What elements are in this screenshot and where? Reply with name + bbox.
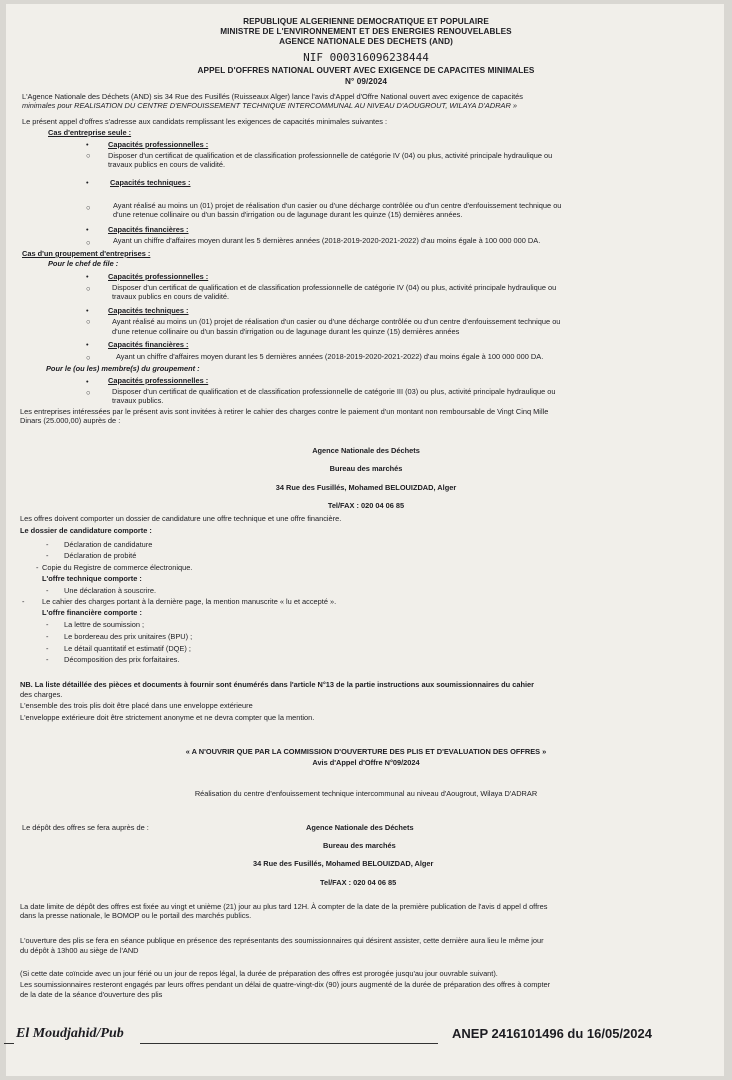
dates-line-7: de la date de la séance d'ouverture des plis (20, 990, 163, 999)
single-cap-pro-1: Disposer d'un certificat de qualification et de classification professionnelle de catégorie IV (04) ou plus, activité principale hydraulique ou (108, 151, 553, 160)
intro-line-3: Le présent appel d'offres s'adresse aux candidats remplissant les exigences de capacités minimales suivantes : (22, 117, 388, 126)
dash-icon: - (22, 597, 25, 606)
header-tender-number: N° 09/2024 (344, 77, 388, 86)
group-m-cap-pro-1: Disposer d'un certificat de qualification et de classification professionnelle de catégorie III (03) ou plus, activité principale hydraulique ou (112, 387, 556, 396)
bullet-icon: • (86, 340, 89, 349)
group-cap-fin-1: Ayant un chiffre d'affaires moyen durant les 5 dernières années (2018-2019-2020-2021-2022) d'au moins égale à 100 000 000 DA. (116, 352, 544, 361)
intro-line-1: L'Agence Nationale des Déchets (AND) sis 34 Rue des Fusillés (Ruisseaux Alger) lance l'avis d'Appel d'Offre National ouvert avec exigence de capacités (22, 92, 523, 101)
single-cap-pro-2: travaux publics en cours de validité. (108, 160, 226, 169)
group-heading: Cas d'un groupement d'entreprises : (22, 249, 151, 258)
offres-tech-heading: L'offre technique comporte : (42, 574, 142, 583)
group-m-cap-pro: Capacités professionnelles : (108, 376, 209, 385)
single-cap-tech: Capacités techniques : (110, 178, 191, 187)
bullet-icon: • (86, 140, 89, 149)
dash-icon: - (46, 620, 49, 629)
mention-line-2: Avis d'Appel d'Offre N°09/2024 (312, 758, 420, 767)
offres-fin-heading: L'offre financière comporte : (42, 608, 142, 617)
header-ministry: MINISTRE DE L'ENVIRONNEMENT ET DES ENERGIES RENOUVELABLES (220, 27, 512, 36)
circle-bullet-icon: ○ (86, 388, 91, 397)
dates-line-2: dans la presse nationale, le BOMOP ou le portail des marchés publics. (20, 911, 252, 920)
circle-bullet-icon: ○ (86, 353, 91, 362)
nb-line-2: des charges. (20, 690, 63, 699)
circle-bullet-icon: ○ (86, 317, 91, 326)
bullet-icon: • (86, 272, 89, 281)
single-cap-pro: Capacités professionnelles : (108, 140, 209, 149)
offres-dossier-item: Copie du Registre de commerce électronique. (42, 563, 193, 572)
address-office: Bureau des marchés (329, 464, 403, 473)
dates-line-1: La date limite de dépôt des offres est fixée au vingt et unième (21) jour au plus tard 12H. À compter de la date de la première publication de l'avis d appel d offres (20, 902, 548, 911)
dash-icon: - (46, 540, 49, 549)
dash-icon: - (46, 655, 49, 664)
circle-bullet-icon: ○ (86, 203, 91, 212)
group-cap-pro: Capacités professionnelles : (108, 272, 209, 281)
offres-intro: Les offres doivent comporter un dossier de candidature une offre technique et une offre financière. (20, 514, 342, 523)
depot-street: 34 Rue des Fusillés, Mohamed BELOUIZDAD, Alger (253, 859, 434, 868)
bullet-icon: • (86, 377, 89, 386)
retrait-line-2: Dinars (25.000,00) auprès de : (20, 416, 121, 425)
group-cap-fin: Capacités financières : (108, 340, 189, 349)
mention-line-3: Réalisation du centre d'enfouissement technique intercommunal au niveau d'Aougrout, Wilaya D'ADRAR (194, 789, 538, 798)
group-cap-tech-2: d'une retenue collinaire ou d'un bassin d'irrigation ou de lagunage durant les quinze (15) dernières années (112, 327, 460, 336)
header-agency: AGENCE NATIONALE DES DECHETS (AND) (279, 37, 453, 46)
mention-line-1: « A N'OUVRIR QUE PAR LA COMMISSION D'OUVERTURE DES PLIS ET D'EVALUATION DES OFFRES » (185, 747, 547, 756)
offres-fin-item: La lettre de soumission ; (64, 620, 145, 629)
depot-office: Bureau des marchés (323, 841, 396, 850)
dates-line-5: (Si cette date coïncide avec un jour férié ou un jour de repos légal, la durée de préparation des offres est prorogée jusqu'au jour ouvrable suivant). (20, 969, 498, 978)
dash-icon: - (46, 644, 49, 653)
header-republic: REPUBLIQUE ALGERIENNE DEMOCRATIQUE ET POPULAIRE (243, 17, 489, 26)
nb-line-4: L'enveloppe extérieure doit être strictement anonyme et ne devra compter que la mention. (20, 713, 315, 722)
dash-icon: - (46, 586, 49, 595)
depot-agency-name: Agence Nationale des Déchets (306, 823, 414, 832)
footer-publication: El Moudjahid/Pub (16, 1026, 124, 1041)
offres-dossier-item: Déclaration de candidature (64, 540, 153, 549)
bullet-icon: • (86, 225, 89, 234)
offres-dossier-heading: Le dossier de candidature comporte : (20, 526, 152, 535)
bullet-icon: • (86, 306, 89, 315)
group-cap-pro-2: travaux publics en cours de validité. (112, 292, 230, 301)
group-cap-tech-1: Ayant réalisé au moins un (01) projet de réalisation d'un casier ou d'une décharge contrôlée ou d'un centre d'enfouissement technique ou (112, 317, 561, 326)
single-heading: Cas d'entreprise seule : (48, 128, 132, 137)
group-cap-tech: Capacités techniques : (108, 306, 189, 315)
address-tel: Tel/FAX : 020 04 06 85 (327, 501, 405, 510)
offres-tech-item: Une déclaration à souscrire. (64, 586, 157, 595)
group-m-cap-pro-2: travaux publics. (112, 396, 164, 405)
offres-fin-item: Le détail quantitatif et estimatif (DQE) ; (64, 644, 191, 653)
single-cap-tech-1: Ayant réalisé au moins un (01) projet de réalisation d'un casier ou d'une décharge contrôlée ou d'un centre d'enfouissement technique ou (113, 201, 562, 210)
single-cap-fin: Capacités financières : (108, 225, 189, 234)
dash-icon: - (46, 551, 49, 560)
address-agency-name: Agence Nationale des Déchets (312, 446, 420, 455)
header-nif: NIF 000316096238444 (303, 51, 429, 64)
offres-dossier-item: Déclaration de probité (64, 551, 137, 560)
footer-reference: ANEP 2416101496 du 16/05/2024 (452, 1026, 652, 1041)
address-street: 34 Rue des Fusillés, Mohamed BELOUIZDAD, Alger (275, 483, 457, 492)
circle-bullet-icon: ○ (86, 284, 91, 293)
nb-line-1: NB. La liste détaillée des pièces et documents à fournir sont énumérés dans l'article N°13 de la partie instructions aux soumissionnaires du cahier (20, 680, 535, 689)
group-cap-pro-1: Disposer d'un certificat de qualification et de classification professionnelle de catégorie IV (04) ou plus, activité principale hydraulique ou (112, 283, 557, 292)
footer-rule (140, 1043, 438, 1044)
depot-tel: Tel/FAX : 020 04 06 85 (320, 878, 397, 887)
bullet-icon: • (86, 178, 89, 187)
offres-fin-item: Décomposition des prix forfaitaires. (64, 655, 180, 664)
single-cap-tech-2: d'une retenue collinaire ou d'un bassin d'irrigation ou de lagunage durant les quinze (15) dernières années. (113, 210, 463, 219)
nb-line-3: L'ensemble des trois plis doit être placé dans une enveloppe extérieure (20, 701, 253, 710)
dash-icon: - (36, 563, 39, 572)
dates-line-6: Les soumissionnaires resteront engagés par leurs offres pendant un délai de quatre-vingt-dix (90) jours augmenté de la durée de préparation des offres à compter (20, 980, 551, 989)
dates-line-3: L'ouverture des plis se fera en séance publique en présence des représentants des soumissionnaires qui désirent assister, cette dernière aura lieu le même jour (20, 936, 544, 945)
footer-rule (4, 1043, 14, 1044)
retrait-line-1: Les entreprises intéressées par le présent avis sont invitées à retirer le cahier des charges contre le paiement d'un montant non remboursable de Vingt Cinq Mille (20, 407, 549, 416)
circle-bullet-icon: ○ (86, 238, 91, 247)
group-chef: Pour le chef de file : (48, 259, 119, 268)
group-members: Pour le (ou les) membre(s) du groupement : (46, 364, 200, 373)
single-cap-fin-1: Ayant un chiffre d'affaires moyen durant les 5 dernières années (2018-2019-2020-2021-2022) d'au moins égale à 100 000 000 DA. (113, 236, 541, 245)
dash-icon: - (46, 632, 49, 641)
dates-line-4: du dépôt à 13h00 au siège de l'AND (20, 946, 139, 955)
circle-bullet-icon: ○ (86, 151, 91, 160)
depot-label: Le dépôt des offres se fera auprès de : (22, 823, 149, 832)
header-tender-title: APPEL D'OFFRES NATIONAL OUVERT AVEC EXIGENCE DE CAPACITES MINIMALES (197, 66, 535, 75)
offres-tech-item: Le cahier des charges portant à la dernière page, la mention manuscrite « lu et accepté ». (42, 597, 337, 606)
offres-fin-item: Le bordereau des prix unitaires (BPU) ; (64, 632, 193, 641)
intro-line-2: minimales pour REALISATION DU CENTRE D'ENFOUISSEMENT TECHNIQUE INTERCOMMUNAL AU NIVEAU D'AOUGROUT, WILAYA D'ADRAR » (22, 101, 517, 110)
